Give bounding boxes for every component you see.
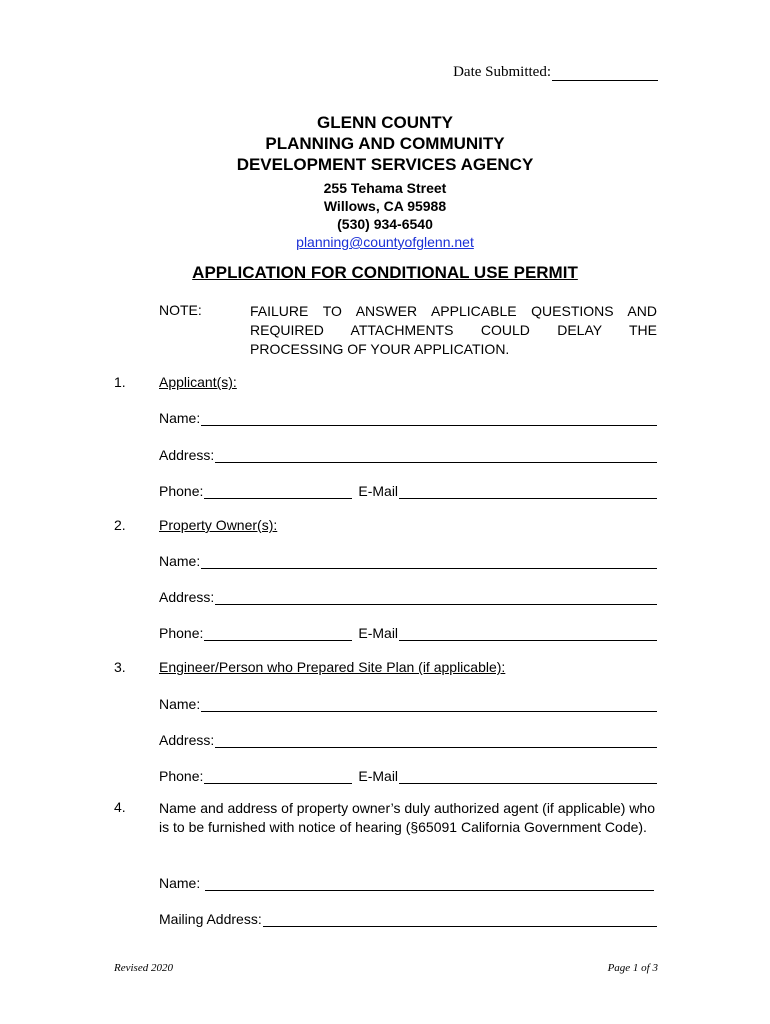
owner-address-label: Address: (159, 589, 215, 605)
footer-page-number: Page 1 of 3 (607, 962, 658, 974)
applicant-address-line[interactable] (215, 448, 657, 463)
owner-contact-row (159, 623, 657, 641)
footer-revised: Revised 2020 (114, 962, 173, 974)
section-3-number: 3. (114, 659, 126, 675)
form-title: APPLICATION FOR CONDITIONAL USE PERMIT (192, 263, 578, 282)
agent-mailing-address-label: Mailing Address: (159, 911, 262, 927)
date-submitted-row (453, 64, 658, 81)
engineer-address-label: Address: (159, 732, 215, 748)
agency-name-line-1: GLENN COUNTY (317, 113, 453, 132)
applicant-name-field[interactable] (159, 408, 657, 426)
engineer-name-label: Name: (159, 696, 201, 712)
agency-header (0, 112, 770, 252)
agent-name-field[interactable] (159, 873, 654, 891)
section-2-number: 2. (114, 517, 126, 533)
applicant-phone-label: Phone: (159, 483, 204, 499)
agent-mailing-address-line[interactable] (263, 912, 657, 927)
applicant-email-line[interactable] (399, 484, 657, 499)
owner-address-field[interactable] (159, 587, 657, 605)
note-label: NOTE: (159, 302, 202, 318)
agency-name-line-3: DEVELOPMENT SERVICES AGENCY (236, 155, 534, 174)
date-submitted-label: Date Submitted: (453, 64, 551, 80)
owner-name-line[interactable] (201, 554, 657, 569)
engineer-address-field[interactable] (159, 730, 657, 748)
agent-name-label: Name: (159, 875, 205, 891)
applicant-name-label: Name: (159, 410, 201, 426)
owner-name-field[interactable] (159, 551, 657, 569)
agency-email-link[interactable]: planning@countyofglenn.net (296, 234, 474, 250)
engineer-name-line[interactable] (201, 697, 657, 712)
engineer-address-line[interactable] (215, 733, 657, 748)
section-4-text: Name and address of property owner’s duly authorized agent (if applicable) who is to be furnished with notice of hearing (§65091 California Government Code). (159, 800, 655, 835)
applicant-phone-line[interactable] (204, 484, 352, 499)
section-2-title: Property Owner(s): (159, 517, 278, 533)
owner-phone-line[interactable] (204, 626, 352, 641)
agent-name-line[interactable] (205, 876, 654, 891)
date-submitted-field[interactable] (552, 66, 658, 81)
owner-email-label: E-Mail (358, 625, 399, 641)
applicant-name-line[interactable] (201, 411, 657, 426)
owner-address-line[interactable] (215, 590, 657, 605)
owner-name-label: Name: (159, 553, 201, 569)
applicant-address-field[interactable] (159, 445, 657, 463)
owner-phone-label: Phone: (159, 625, 204, 641)
note-text: FAILURE TO ANSWER APPLICABLE QUESTIONS AND REQUIRED ATTACHMENTS COULD DELAY THE PROCESSING OF YOUR APPLICATION. (250, 303, 657, 357)
engineer-email-label: E-Mail (358, 768, 399, 784)
applicant-email-label: E-Mail (358, 483, 399, 499)
applicant-contact-row (159, 481, 657, 499)
engineer-phone-line[interactable] (204, 769, 352, 784)
section-3-title: Engineer/Person who Prepared Site Plan (if applicable): (159, 659, 506, 675)
engineer-phone-label: Phone: (159, 768, 204, 784)
owner-email-line[interactable] (399, 626, 657, 641)
section-1-title: Applicant(s): (159, 374, 237, 390)
agency-phone: (530) 934-6540 (337, 216, 433, 232)
engineer-name-field[interactable] (159, 694, 657, 712)
section-4-number: 4. (114, 799, 126, 815)
applicant-address-label: Address: (159, 447, 215, 463)
agency-city: Willows, CA 95988 (323, 198, 447, 214)
agency-street: 255 Tehama Street (323, 180, 447, 196)
agency-name-line-2: PLANNING AND COMMUNITY (265, 134, 505, 153)
engineer-email-line[interactable] (399, 769, 657, 784)
section-1-number: 1. (114, 374, 126, 390)
agent-mailing-address-field[interactable] (159, 909, 657, 927)
engineer-contact-row (159, 766, 657, 784)
